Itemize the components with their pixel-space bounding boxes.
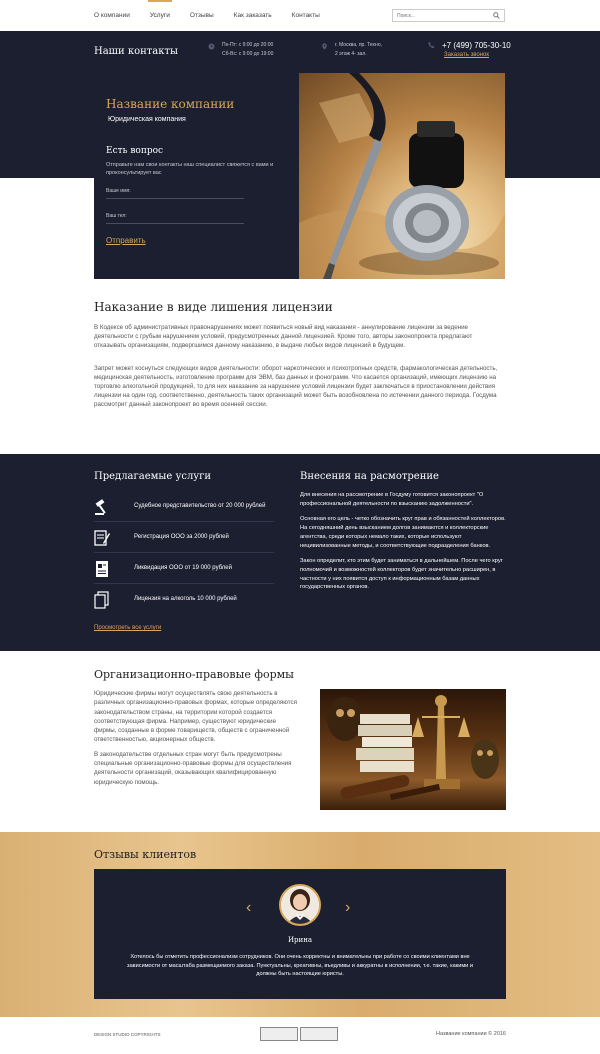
- org-title: Организационно-правовые формы: [94, 668, 294, 681]
- service-label: Судебное представительство от 20 000 рублей: [134, 503, 266, 509]
- org-paragraph-2: В законодательстве отдельных стран могут быть предусмотрены специальные организационно-правовые формы для осуществления деятельности организаций, оказывающих квалифицированную юридическую помощь.: [94, 750, 292, 786]
- name-field-wrap: [106, 183, 244, 199]
- org-forms-section: [94, 668, 506, 786]
- consideration-paragraph-3: Закон определит, кто этим будет заниматься в дальнейшем. После чего круг полномочий и возможностей коллекторов будет значительно расширен, в частности у них появится доступ к информационным базам данных государственных органов.: [300, 558, 503, 591]
- document-pen-icon: [94, 529, 110, 547]
- article-title: Наказание в виде лишения лицензии: [94, 300, 333, 314]
- contact-form-panel: [94, 73, 299, 279]
- documents-icon: [94, 591, 110, 609]
- consideration-paragraph-1: Для внесения на рассмотрение в Госдуму готовится законопроект "О профессиональной деятельности по взысканию задолженности".: [300, 492, 484, 507]
- service-item[interactable]: [94, 491, 274, 522]
- service-item[interactable]: [94, 522, 274, 553]
- org-paragraph-1: Юридические фирмы могут осуществлять свою деятельность в различных организационно-правовых формах, которые определяются законодательством страны, на территории которой создается соответствующая фирма. Например, существуют юридические фирмы, созданные в форме товариществ, обществ с ограниченной ответственностью, акционерных обществ.: [94, 690, 297, 744]
- footer-copyright-studio: DESIGN STUDIO COPYRIGHTS: [94, 1032, 161, 1037]
- reviews-title: Отзывы клиентов: [94, 848, 197, 861]
- top-navigation: [0, 0, 600, 31]
- main-menu: [94, 0, 340, 31]
- nav-item-reviews[interactable]: Отзывы: [189, 12, 214, 19]
- review-card: [94, 869, 506, 999]
- search-box: [392, 9, 505, 22]
- footer-counters: [260, 1027, 338, 1041]
- reviewer-name: Ирина: [287, 936, 313, 944]
- counter-badge[interactable]: [300, 1027, 338, 1041]
- callback-link[interactable]: Заказать звонок: [444, 52, 489, 58]
- nav-item-how-to-order[interactable]: Как заказать: [233, 12, 272, 19]
- consideration-paragraph-2: Основная его цель - четко обозначить круг прав и обязанностей коллекторов. На сегодняшний день взысканием долгов занимаются и коллекторские агентства, среди которых немало таких, которые используют нецивилизованные методы, и соответствующие подразделения банков.: [300, 516, 506, 549]
- services-section: [0, 454, 600, 651]
- inkwell-illustration: [299, 73, 505, 279]
- hours-weekdays: Пн-Пт: с 9:00 до 20:00: [222, 42, 274, 48]
- phone-icon: [428, 41, 435, 49]
- service-item[interactable]: [94, 553, 274, 584]
- avatar-portrait: [281, 886, 319, 924]
- reviews-section: [0, 832, 600, 1017]
- counter-badge[interactable]: [260, 1027, 298, 1041]
- service-label: Регистрация ООО за 2000 рублей: [134, 534, 229, 540]
- address: [335, 41, 382, 59]
- org-image-themis: [320, 689, 506, 810]
- services-title: Предлагаемые услуги: [94, 471, 212, 482]
- company-name: Название компании: [106, 97, 235, 111]
- footer: [0, 1017, 600, 1054]
- address-line1: г. Москва, пр. Техно,: [335, 42, 382, 48]
- service-item[interactable]: [94, 584, 274, 615]
- search-input[interactable]: [393, 10, 488, 21]
- question-title: Есть вопрос: [106, 146, 164, 156]
- footer-company-copyright: Название компании © 2016: [436, 1031, 506, 1037]
- nav-item-about[interactable]: О компании: [94, 12, 130, 19]
- gavel-icon: [94, 498, 110, 516]
- phone-field[interactable]: [106, 208, 244, 223]
- hours-weekend: Сб-Вс: с 9:00 до 19:00: [222, 51, 274, 57]
- search-icon[interactable]: [493, 12, 500, 19]
- name-field[interactable]: [106, 183, 244, 198]
- article-paragraph-1: В Кодексе об административных правонарушениях может появиться новый вид наказания - аннулирование лицензии за ведение деятельности с грубым нарушением условий, предусмотренных данной лицензией. Кроме того, авторы законопроекта предлагают отказывать организациям, подвергшимся данному наказанию, в выдаче любых видов лицензий в будущем.: [94, 324, 473, 350]
- address-line2: 2 этаж 4- зал.: [335, 51, 367, 57]
- map-pin-icon: [321, 43, 328, 50]
- avatar: [279, 884, 321, 926]
- themis-illustration: [320, 689, 506, 810]
- document-list-icon: [94, 560, 110, 578]
- company-subtitle: Юридическая компания: [108, 116, 186, 123]
- nav-item-services[interactable]: Услуги: [150, 0, 170, 31]
- article-paragraph-2: Запрет может коснуться следующих видов деятельности: оборот наркотических и психотропных средств, фармакологическая детельность, медицинская деятельность, изготовление программ для ЭВМ, баз данных и фонограмм. Что касается организаций, имеющих лицензию на торговлю алкогольной продукцией, то для них наказание за нарушение условий лицензии будет заключаться в приостановлении действия лицензии на один год, соответственно, деятельность таких организаций может быть возобновлена по истечении данного периода. Госдума рассмотрит данный законопроект во время осенней сессии.: [94, 364, 498, 409]
- article-license: [94, 300, 506, 410]
- review-text: Хотелось бы отметить профессионализм сотрудников. Они очень корректны и внимательны при работе со своими клиентами вне зависимости от масштаба размещаемого заказа. Пунктуальны, креативны, въедливы и аккуратны в исполнении, т.е. такие, какими и должны быть настоящие юристы.: [127, 954, 473, 977]
- next-review-button[interactable]: ›: [345, 899, 351, 916]
- working-hours: [222, 41, 273, 59]
- prev-review-button[interactable]: ‹: [246, 899, 252, 916]
- question-description: Отправьте нам свои контакты наш специалист свяжется с вами и проконсультирует вас: [106, 162, 274, 176]
- phone-field-wrap: [106, 208, 244, 224]
- service-label: Ликвидация ООО от 19 000 рублей: [134, 565, 232, 571]
- service-label: Лицензия на алкоголь 10 000 рублей: [134, 596, 237, 602]
- consideration-text: [300, 491, 510, 599]
- header-title: Наши контакты: [94, 46, 178, 57]
- clock-icon: [208, 43, 215, 50]
- consideration-title: Внесения на расмотрение: [300, 471, 439, 482]
- nav-item-contacts[interactable]: Контакты: [291, 12, 320, 19]
- org-text: [94, 689, 299, 792]
- phone-number[interactable]: [442, 41, 511, 50]
- all-services-link[interactable]: Просмотреть все услуги: [94, 625, 162, 631]
- phone-text: +7 (499) 705-30-10: [442, 41, 511, 50]
- hero-image-inkwell: [299, 73, 505, 279]
- submit-button[interactable]: Отправить: [106, 236, 146, 245]
